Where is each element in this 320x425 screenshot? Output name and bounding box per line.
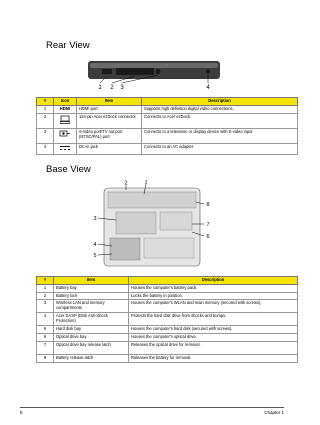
page-number: 8 bbox=[20, 410, 23, 415]
table-header-row bbox=[37, 98, 298, 106]
svideo-port bbox=[156, 69, 161, 74]
memory-compartment bbox=[116, 212, 156, 234]
col-header: Item bbox=[54, 277, 129, 285]
rear-view-figure bbox=[86, 55, 226, 93]
optical-drive-bay bbox=[160, 212, 192, 230]
table-row: 1 HDMI HDMI port Supports high definition digital video connections. bbox=[37, 106, 298, 114]
table-row: 8 Battery release latch Releases the battery for removal. bbox=[37, 354, 298, 362]
table-row: 2 Battery lock Locks the battery in position. bbox=[37, 292, 298, 300]
base-callout-4: 4 bbox=[93, 242, 97, 248]
col-header: Item bbox=[77, 98, 142, 106]
rear-callout-4: 4 bbox=[206, 85, 210, 91]
hdmi-port bbox=[102, 69, 112, 74]
table-row: 3 S-video port/TV out port (NTSC/PAL) port Connects to a television or display device with S-video input bbox=[37, 129, 298, 144]
rear-callout-2: 2 bbox=[110, 85, 114, 91]
table-row: 2 124-pin Acer ezDock connector Connects to Acer ezDock. bbox=[37, 114, 298, 129]
table-row: 6 Optical drive bay Houses the computer's optical drive. bbox=[37, 334, 298, 342]
svideo-icon bbox=[54, 129, 77, 144]
base-callout-1: 1 bbox=[144, 180, 148, 186]
col-header: # bbox=[37, 98, 54, 106]
base-callout-3: 3 bbox=[93, 216, 97, 222]
battery-bay bbox=[108, 192, 196, 208]
col-header: Description bbox=[142, 98, 298, 106]
table-row: 7 Optical drive bay release latch Releases the optical drive for removal. bbox=[37, 341, 298, 354]
dc-in-icon bbox=[54, 144, 77, 155]
base-callout-6: 6 bbox=[206, 234, 210, 240]
base-callout-2: 2 bbox=[124, 180, 128, 187]
base-view-title: Base View bbox=[46, 164, 91, 175]
table-row: 1 Battery bay Houses the computer's battery pack. bbox=[37, 285, 298, 293]
chapter-label: Chapter 1 bbox=[264, 410, 284, 415]
col-header: # bbox=[37, 277, 54, 285]
base-callout-7: 7 bbox=[206, 222, 210, 228]
base-view-figure bbox=[86, 180, 218, 268]
hdmi-icon: HDMI bbox=[54, 106, 77, 114]
dc-in-jack bbox=[206, 69, 210, 73]
base-callout-8: 8 bbox=[206, 202, 210, 208]
rear-callout-3: 3 bbox=[120, 85, 124, 91]
table-row: 5 Hard disk bay Houses the computer's hard disk (secured with screws). bbox=[37, 326, 298, 334]
rear-callout-1: 1 bbox=[98, 85, 102, 91]
hard-disk-bay bbox=[110, 238, 140, 260]
col-header: Icon bbox=[54, 98, 77, 106]
base-callout-5: 5 bbox=[93, 253, 97, 259]
table-row: 3 Wireless LAN and memory compartments Houses the computer's WLAN and main memory (secured with screws). bbox=[37, 300, 298, 313]
rear-view-table bbox=[36, 97, 298, 155]
ezdock-icon bbox=[54, 114, 77, 129]
table-header-row bbox=[37, 277, 298, 285]
ezdock-connector bbox=[116, 68, 154, 75]
footer-divider bbox=[20, 407, 284, 408]
table-row: 4 Acer DASP (Disk Anti-Shock Protection) Protects the hard disk drive from shocks and bumps. bbox=[37, 313, 298, 326]
col-header: Description bbox=[129, 277, 298, 285]
base-view-table bbox=[36, 276, 298, 363]
table-row: 4 DC-in jack Connects to an AC adapter. bbox=[37, 144, 298, 155]
rear-view-title: Rear View bbox=[46, 40, 90, 51]
